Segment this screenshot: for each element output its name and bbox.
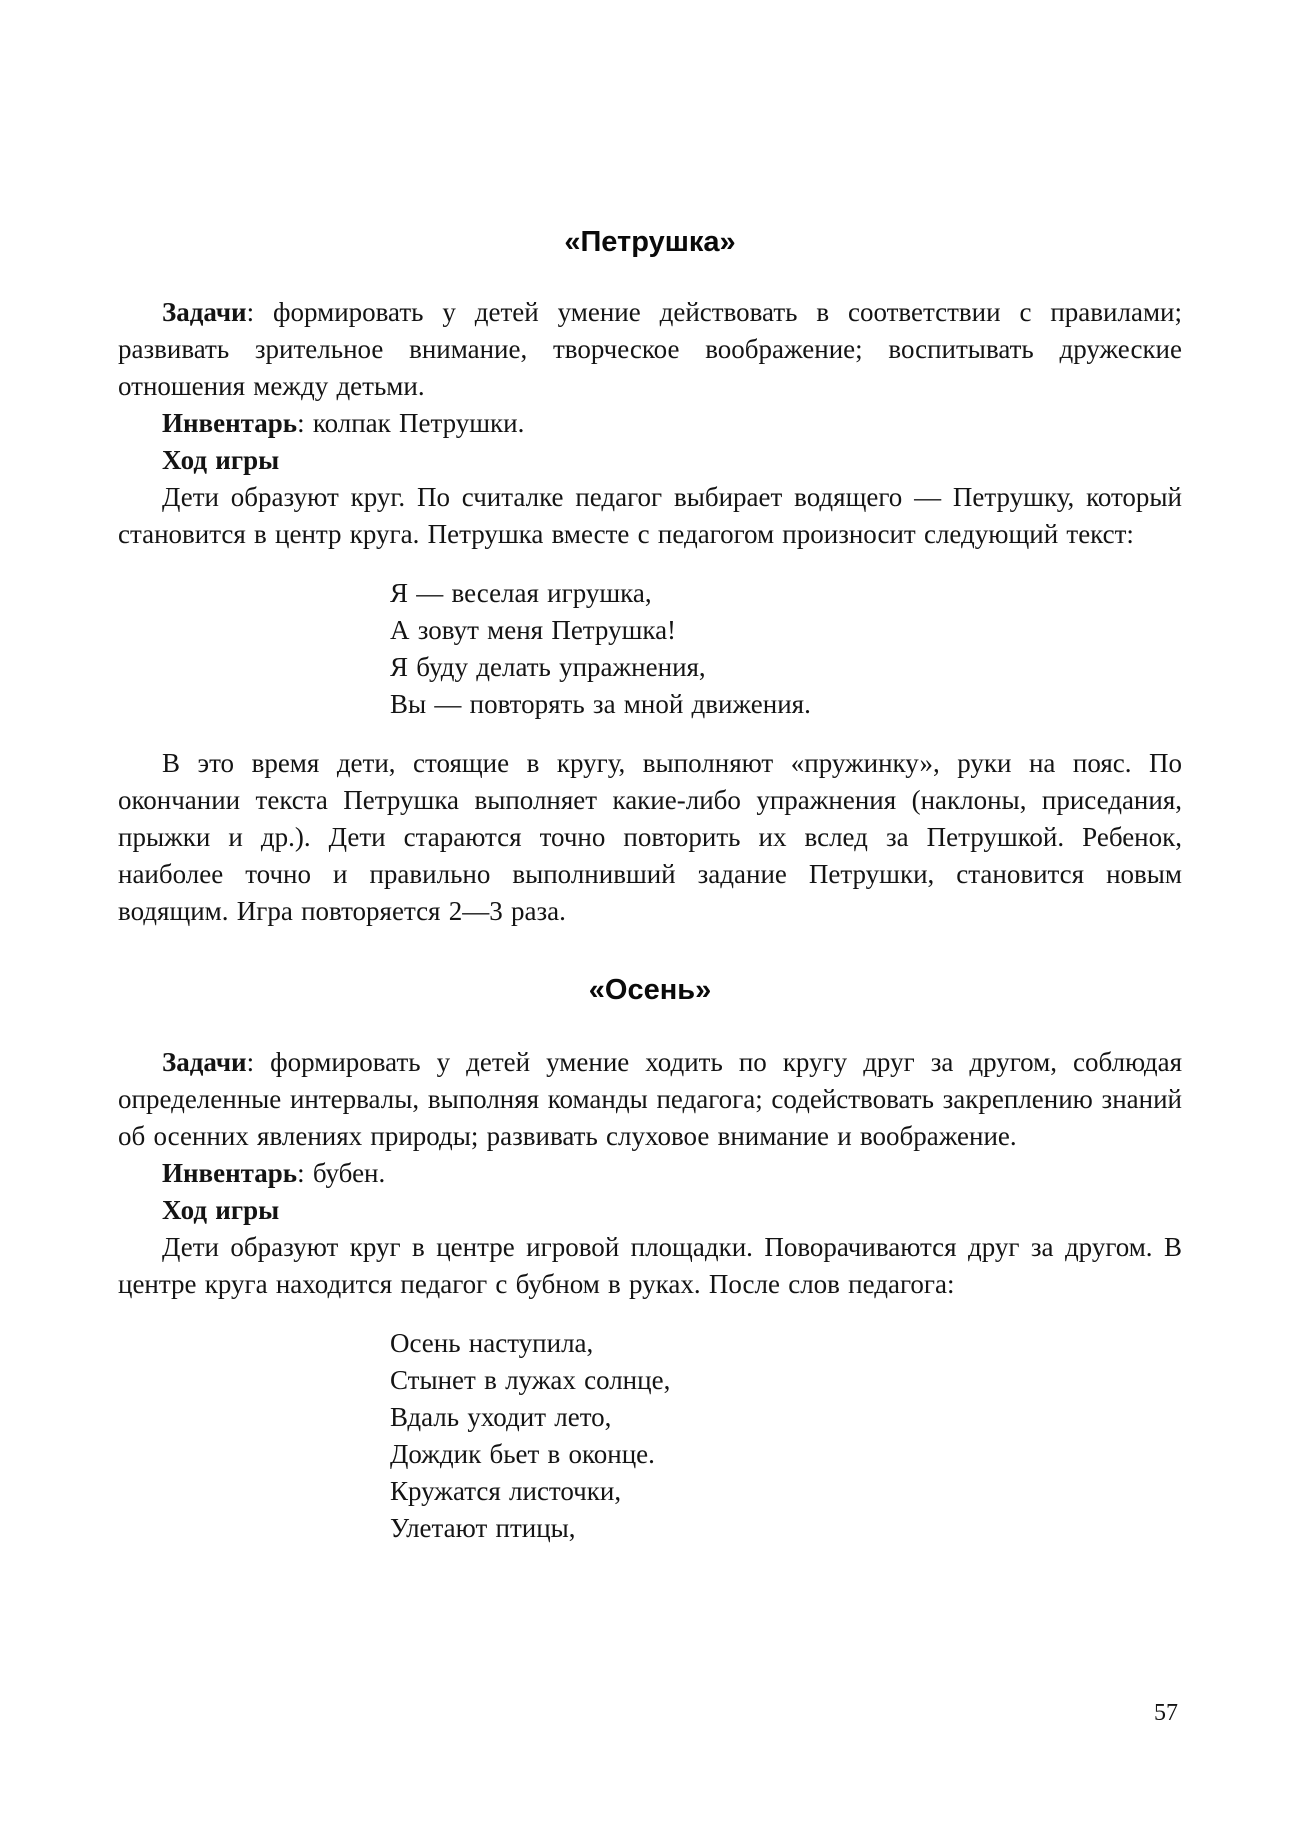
- petrushka-intro-paragraph: Дети образуют круг. По считалке педагог выбирает водящего — Петрушку, который становится в центр круга. Петрушка вместе с педагогом произносит следующий текст:: [118, 482, 1182, 549]
- poem-line: Я буду делать упражнения,: [390, 652, 706, 682]
- petrushka-tasks-paragraph: [118, 294, 1182, 405]
- poem-line: Я — веселая игрушка,: [390, 578, 652, 608]
- osen-course-label: Ход игры: [162, 1195, 280, 1225]
- poem-line: Вы — повторять за мной движения.: [390, 689, 811, 719]
- osen-course-heading: [118, 1192, 1182, 1229]
- osen-tasks-paragraph: [118, 1044, 1182, 1155]
- poem-line: А зовут меня Петрушка!: [390, 615, 677, 645]
- osen-tasks-label: Задачи: [162, 1047, 247, 1077]
- poem-line: Кружатся листочки,: [390, 1476, 622, 1506]
- poem-line: Осень наступила,: [390, 1328, 594, 1358]
- poem-line: Дождик бьет в оконце.: [390, 1439, 655, 1469]
- poem-line: Вдаль уходит лето,: [390, 1402, 612, 1432]
- petrushka-inventory-text: : колпак Петрушки.: [297, 408, 525, 438]
- osen-title: «Осень»: [588, 974, 712, 1006]
- osen-tasks-text: : формировать у детей умение ходить по кругу друг за другом, соблюдая определенные интервалы, выполняя команды педагога; содействовать закреплению знаний об осенних явлениях природы; развивать слуховое внимание и воображение.: [118, 1047, 1182, 1151]
- osen-inventory-label: Инвентарь: [162, 1158, 298, 1188]
- petrushka-poem: [390, 575, 1182, 723]
- petrushka-course-label: Ход игры: [162, 445, 280, 475]
- poem-line: Стынет в лужах солнце,: [390, 1365, 671, 1395]
- petrushka-inventory-line: [118, 405, 1182, 442]
- petrushka-title: «Петрушка»: [564, 226, 736, 258]
- petrushka-inventory-label: Инвентарь: [162, 408, 298, 438]
- osen-inventory-line: [118, 1155, 1182, 1192]
- petrushka-tasks-label: Задачи: [162, 297, 247, 327]
- petrushka-tasks-text: : формировать у детей умение действовать в соответствии с правилами; развивать зрительное внимание, творческое воображение; воспитывать дружеские отношения между детьми.: [118, 297, 1182, 401]
- petrushka-outro-paragraph: В это время дети, стоящие в кругу, выполняют «пружинку», руки на пояс. По окончании текста Петрушка выполняет какие-либо упражнения (наклоны, приседания, прыжки и др.). Дети стараются точно повторить их вслед за Петрушкой. Ребенок, наиболее точно и правильно выполнивший задание Петрушки, становится новым водящим. Игра повторяется 2—3 раза.: [118, 748, 1182, 926]
- osen-poem: [390, 1325, 1182, 1547]
- petrushka-course-heading: [118, 442, 1182, 479]
- page-number: 57: [1154, 1700, 1178, 1726]
- poem-line: Улетают птицы,: [390, 1513, 576, 1543]
- osen-intro-paragraph: Дети образуют круг в центре игровой площадки. Поворачиваются друг за другом. В центре круга находится педагог с бубном в руках. После слов педагога:: [118, 1232, 1182, 1299]
- osen-inventory-text: : бубен.: [297, 1158, 386, 1188]
